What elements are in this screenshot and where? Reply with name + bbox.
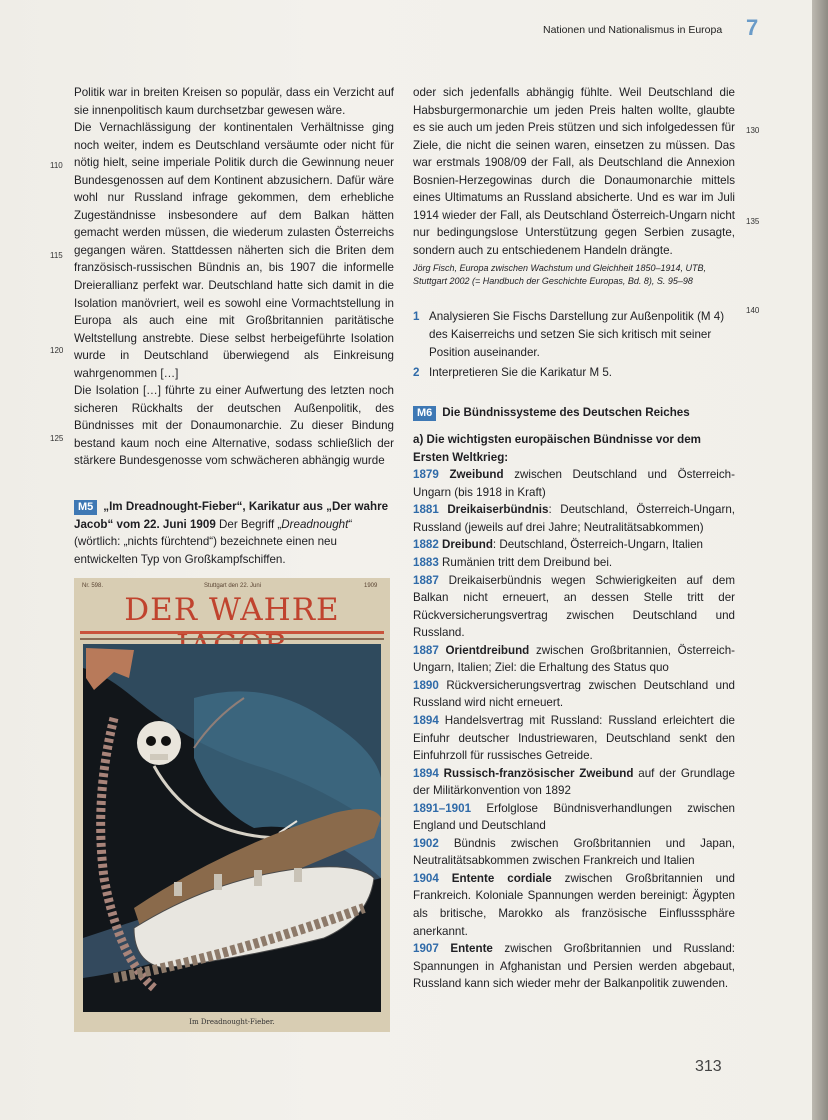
chapter-number: 7	[746, 15, 759, 40]
citation: Jörg Fisch, Europa zwischen Wachstum und Gleichheit 1850–1914, UTB, Stuttgart 2002 (= Handbuch der Geschichte Europas, Bd. 8), S. 95–98	[413, 263, 706, 287]
m6-tag: M6	[413, 406, 436, 421]
timeline-entry	[413, 870, 735, 940]
timeline-text: Rückversicherungsvertrag zwischen Deutschland und Russland wird nicht erneuert.	[413, 678, 735, 710]
timeline-alliance: Russisch-französischer Zweibund	[443, 766, 634, 780]
timeline-year: 1894	[413, 713, 439, 727]
m5-desc-before: Der Begriff „	[215, 517, 282, 531]
paragraph: Die Isolation […] führte zu einer Aufwertung des letzten noch sicheren Rückhalts der deutschen Außenpolitik, des Bündnisses mit der Donaumonarchie. Zu dieser Bindung bestand kaum noch eine Alternative, sodass schließlich der stärkere Bundesgenosse vom schwächeren abhängig wurde	[74, 384, 394, 468]
timeline-text: Rumänien tritt dem Dreibund bei.	[442, 556, 613, 570]
task-list	[413, 308, 735, 381]
task-text: Interpretieren Sie die Karikatur M 5.	[429, 366, 613, 380]
line-number: 120	[50, 346, 64, 355]
timeline-year: 1907	[413, 942, 439, 956]
cartoon-drawing	[74, 578, 390, 1032]
m5-title: „Im Dreadnought-Fieber“, Karikatur aus „Der wahre Jacob“ vom 22. Juni 1909	[74, 500, 389, 531]
timeline-year: 1879	[413, 468, 439, 482]
line-number: 115	[50, 251, 63, 260]
timeline-year: 1890	[413, 678, 439, 692]
timeline-text: : Deutschland, Österreich-Ungarn, Russland (jeweils auf drei Jahre; Neutralitätsabkommen)	[413, 503, 735, 534]
right-text-column	[413, 84, 735, 993]
line-number: 135	[746, 217, 760, 226]
timeline-alliance: Entente cordiale	[451, 871, 552, 885]
timeline-alliance: Zweibund	[449, 468, 504, 482]
timeline-year: 1882	[413, 538, 439, 552]
timeline-entry	[413, 554, 735, 572]
line-number: 125	[50, 434, 64, 443]
timeline-text: Dreikaiserbündnis wegen Schwierigkeiten auf dem Balkan nicht erneuert, an dessen Stelle tritt der Rückversicherungsvertrag zwischen Deutschland und Russland.	[413, 573, 735, 640]
task-number: 2	[413, 366, 420, 380]
m6-subtitle: a) Die wichtigsten europäischen Bündnisse vor dem Ersten Weltkrieg:	[413, 433, 701, 464]
m5-desc-after: “ (wörtlich: „nichts fürchtend“) bezeichnete einen neu entwickelten Typ von Großkampfschiffen.	[74, 517, 353, 566]
timeline-year: 1887	[413, 573, 439, 587]
cartoon-masthead: DER WAHRE	[124, 592, 340, 628]
timeline-entry	[413, 765, 735, 800]
timeline-entry	[413, 800, 735, 835]
m5-tag: M5	[74, 500, 97, 515]
timeline-year: 1887	[413, 643, 439, 657]
cartoon-image	[74, 578, 390, 1032]
timeline-entry	[413, 712, 735, 765]
timeline-text: zwischen Großbritannien, Österreich-Ungarn, Italien; Ziel: die Erhaltung des Status quo	[413, 643, 735, 675]
timeline-text: zwischen Großbritannien und Russland: Spannungen in Afghanistan und Persien werden abgebaut, Russland kann sich wieder mehr der Balkanpolitik zuwenden.	[413, 942, 735, 991]
running-header: Nationen und Nationalismus in Europa	[543, 24, 723, 36]
cartoon-caption: Im Dreadnought-Fieber.	[189, 1018, 275, 1026]
m5-caption	[74, 498, 394, 568]
timeline-alliance: Orientdreibund	[445, 643, 530, 657]
timeline-text: zwischen Deutschland und Österreich-Ungarn (bis 1918 in Kraft)	[413, 468, 735, 499]
m6-title: Die Bündnissysteme des Deutschen Reiches	[442, 405, 690, 419]
cartoon-issue-no: Nr. 598.	[82, 583, 104, 589]
timeline-alliance: Entente	[450, 942, 493, 956]
timeline-alliance: Dreikaiserbündnis	[447, 503, 549, 517]
page-number: 313	[695, 1058, 722, 1075]
timeline-entry	[413, 677, 735, 712]
timeline-text: Bündnis zwischen Großbritannien und Japan, Neutralitätsabkommen zwischen Frankreich und Italien	[413, 836, 735, 868]
task-number: 1	[413, 310, 420, 324]
timeline-entry	[413, 572, 735, 642]
left-text-column	[74, 84, 394, 470]
task-text: Analysieren Sie Fischs Darstellung zur Außenpolitik (M 4) des Kaiserreichs und setzen Sie sich kritisch mit seiner Position auseinander.	[429, 310, 725, 359]
timeline-entry	[413, 536, 735, 554]
timeline-text: : Deutschland, Österreich-Ungarn, Italien	[492, 538, 703, 552]
page-edge	[812, 0, 828, 1120]
alliance-timeline	[413, 466, 735, 992]
timeline-year: 1881	[413, 503, 439, 517]
timeline-alliance: Dreibund	[442, 538, 493, 552]
task-item	[413, 364, 735, 382]
task-item	[413, 308, 735, 361]
timeline-year: 1891–1901	[413, 801, 472, 815]
timeline-entry	[413, 642, 735, 677]
paragraph: Die Vernachlässigung der kontinentalen Verhältnisse ging noch weiter, indem es Deutschland versäumte oder nicht für nötig hielt, seine imperiale Politik durch die Gewinnung neuer Bundesgenossen auf dem Kontinent abzusichern. Dafür wäre wohl nur Russland infrage gekommen, dem erhebliche Zugeständnisse insbesondere auf dem Balkan hätten gemacht werden müssen, die wiederum zulasten Österreichs gegangen wären. Stattdessen näherten sich die Briten dem französisch-russischen Bündnis an, bis 1907 die informelle Dreierallianz perfekt war. Deutschland hatte sich damit in die Isolation manövriert, weil es sowohl eine Vormachtstellung in Europa als auch eine mit Großbritannien paritätische Weltstellung anstrebte. Diese selbst herbeigeführte Isolation wurde in Deutschland überwiegend als Einkreisung wahrgenommen […]	[74, 121, 394, 380]
timeline-entry	[413, 835, 735, 870]
timeline-entry	[413, 501, 735, 536]
m5-desc-term: Dreadnought	[281, 517, 349, 531]
line-number: 130	[746, 126, 760, 135]
paragraph: oder sich jedenfalls abhängig fühlte. Weil Deutschland die Habsburgermonarchie um jeden Preis halten wollte, glaubte es sie auch um jeden Preis stützen und sich infolgedessen für Ziele, die nicht die seinen waren, einsetzen zu müssen. Das war erstmals 1908/09 der Fall, als Deutschland die Annexion Bosnien-Herzegowinas durch die Donaumonarchie mittels eines Ultimatums an Russland absicherte. Und es war im Juli 1914 wieder der Fall, als Deutschland Österreich-Ungarn nicht nur bedingungslose Unterstützung gegen Serbien zusagte, sondern auch zu entschiedenem Handeln drängte.	[413, 86, 735, 257]
timeline-text: auf der Grundlage der Militärkonvention von 1892	[413, 766, 735, 798]
cartoon-year: 1909	[364, 583, 378, 589]
line-number: 140	[746, 306, 760, 315]
m6-heading	[413, 404, 735, 422]
cartoon-place-date: Stuttgart den 22. Juni	[204, 583, 262, 589]
line-number: 110	[50, 161, 63, 170]
timeline-entry	[413, 466, 735, 501]
timeline-year: 1902	[413, 836, 439, 850]
timeline-year: 1883	[413, 556, 439, 570]
timeline-entry	[413, 940, 735, 993]
timeline-text: Handelsvertrag mit Russland: Russland erleichtert die Einfuhr deutscher Industriewaren, Deutschland senkt den Einfuhrzoll für russisches Getreide.	[413, 713, 735, 763]
timeline-year: 1904	[413, 871, 439, 885]
paragraph: Politik war in breiten Kreisen so populär, dass ein Verzicht auf sie innenpolitisch kaum durchsetzbar gewesen wäre.	[74, 86, 394, 117]
timeline-text: Erfolglose Bündnisverhandlungen zwischen England und Deutschland	[413, 801, 735, 833]
timeline-year: 1894	[413, 766, 439, 780]
timeline-text: zwischen Großbritannien und Frankreich. Koloniale Spannungen werden bereinigt: Ägypten als britische, Marokko als französische Einflusssphäre anerkannt.	[413, 871, 735, 938]
